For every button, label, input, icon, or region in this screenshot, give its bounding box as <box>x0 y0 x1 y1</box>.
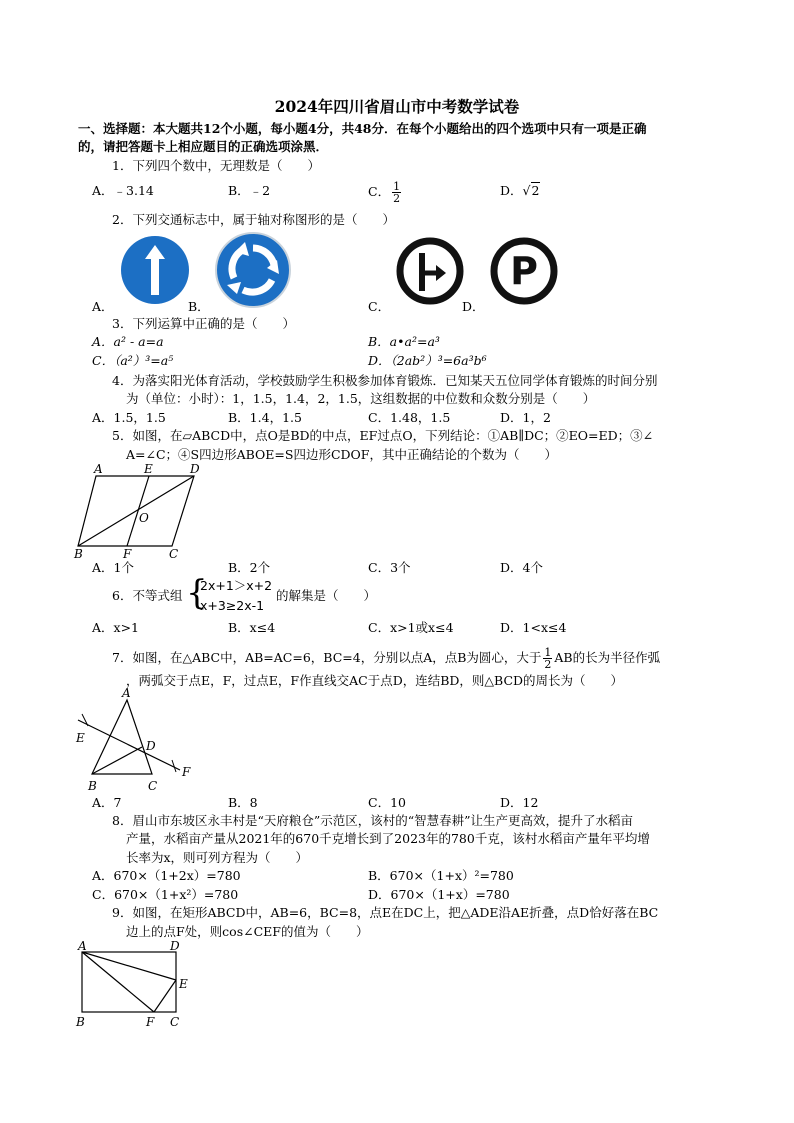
turn-right-sign-icon <box>396 237 464 305</box>
label-F: F <box>182 765 191 779</box>
parallelogram-figure <box>74 462 214 560</box>
parking-letter: P <box>510 249 538 293</box>
q5-option-c: C．3个 <box>368 560 411 575</box>
q2-stem: 2．下列交通标志中，属于轴对称图形的是（ ） <box>112 212 395 227</box>
q8-line1: 8．眉山市东坡区永丰村是“天府粮仓”示范区，该村的“智慧春耕”让生产更高效，提升了水稻亩 <box>112 813 634 828</box>
q5-option-b: B．2个 <box>228 560 271 575</box>
q7-option-d: D．12 <box>500 795 539 810</box>
label-A: A <box>94 462 103 476</box>
label-C: C <box>148 779 158 793</box>
label-B: B <box>74 547 83 561</box>
q7-option-c: C．10 <box>368 795 406 810</box>
label-B: B <box>88 779 97 793</box>
label-D: D <box>190 462 200 476</box>
label-O: O <box>139 511 149 525</box>
roundabout-sign-icon <box>215 232 291 308</box>
q5-option-d: D．4个 <box>500 560 543 575</box>
label-E: E <box>76 731 85 745</box>
q3-option-c: C．（a²）³=a⁵ <box>92 353 174 368</box>
q1-stem: 1．下列四个数中，无理数是（ ） <box>112 158 320 173</box>
q8-option-b: B．670×（1+x）²=780 <box>368 868 514 883</box>
q2-option-c: C． <box>368 299 391 314</box>
page-title: 2024年四川省眉山市中考数学试卷 <box>274 97 520 116</box>
q3-option-d: D．（2ab²）³=6a³b⁶ <box>368 353 487 368</box>
label-E: E <box>144 462 153 476</box>
q4-option-a: A．1.5，1.5 <box>92 410 166 425</box>
q6-option-b: B．x≤4 <box>228 620 276 635</box>
label-E: E <box>179 977 188 991</box>
q4-option-b: B．1.4，1.5 <box>228 410 302 425</box>
label-C: C <box>169 547 179 561</box>
label-D: D <box>146 739 156 753</box>
rectangle-fold-figure <box>74 940 194 1030</box>
q1-option-c: C． $\frac{1}{2}$ <box>368 180 401 205</box>
q5-line1: 5．如图，在▱ABCD中，点O是BD的中点，EF过点O，下列结论：①AB∥DC；②EO=ED；③∠ <box>112 428 654 443</box>
q7-line2: ，两弧交于点E，F，过点E，F作直线交AC于点D，连结BD，则△BCD的周长为（ ） <box>126 673 624 688</box>
label-B: B <box>76 1015 85 1029</box>
q2-option-a: A． <box>92 299 114 314</box>
q6-option-d: D．1<x≤4 <box>500 620 567 635</box>
q8-option-d: D．670×（1+x）=780 <box>368 887 510 902</box>
label-C: C <box>170 1015 180 1029</box>
q1-option-d: D．√2 <box>500 183 540 198</box>
label-D: D <box>170 939 180 953</box>
triangle-construction-figure <box>72 686 202 796</box>
label-A: A <box>78 939 87 953</box>
q7-option-a: A．7 <box>92 795 122 810</box>
q6-inequality-1: 2x+1＞x+2 <box>200 578 273 593</box>
q4-line1: 4．为落实阳光体育活动，学校鼓励学生积极参加体育锻炼．已知某天五位同学体育锻炼的时间分别 <box>112 373 658 388</box>
q2-option-d: D． <box>462 299 485 314</box>
q6-suffix: 的解集是（ ） <box>276 588 377 603</box>
sqrt-symbol: √2 <box>522 183 540 198</box>
q6-prefix: 6．不等式组 <box>112 588 183 603</box>
q6-option-c: C．x>1或x≤4 <box>368 620 454 635</box>
q9-line2: 边上的点F处，则cos∠CEF的值为（ ） <box>126 924 369 939</box>
q1-fraction: $\frac{1}{2}$ <box>393 180 401 205</box>
section-heading-line1: 一、选择题：本大题共12个小题，每小题4分，共48分．在每个小题给出的四个选项中只有一项是正确 <box>78 121 647 136</box>
q7-line1: 7．如图，在△ABC中，AB=AC=6，BC=4，分别以点A，点B为圆心，大于 $\frac{1}{2}$ AB的长为半径作弧 <box>112 646 661 671</box>
left-brace-icon: { <box>186 573 208 613</box>
section-heading-line2: 的，请把答题卡上相应题目的正确选项涂黑． <box>78 139 329 154</box>
label-A: A <box>122 686 131 700</box>
q8-option-c: C．670×（1+x²）=780 <box>92 887 239 902</box>
q6-option-a: A．x>1 <box>92 620 140 635</box>
q5-line2: A=∠C；④S四边形ABOE=S四边形CDOF，其中正确结论的个数为（ ） <box>126 447 557 462</box>
q4-option-d: D．1，2 <box>500 410 551 425</box>
label-F: F <box>146 1015 155 1029</box>
q4-option-c: C．1.48，1.5 <box>368 410 451 425</box>
q8-line3: 长率为x，则可列方程为（ ） <box>126 850 309 865</box>
q3-option-b: B．a•a²=a³ <box>368 334 440 349</box>
up-arrow-sign-icon <box>120 235 190 305</box>
q6-inequality-2: x+3≥2x-1 <box>200 598 265 613</box>
q8-option-a: A．670×（1+2x）=780 <box>92 868 241 883</box>
q8-line2: 产量，水稻亩产量从2021年的670千克增长到了2023年的780千克，该村水稻亩产量年平均增 <box>126 831 650 846</box>
q1-option-a: A．﹣3.14 <box>92 183 154 198</box>
q9-line1: 9．如图，在矩形ABCD中，AB=6，BC=8，点E在DC上，把△ADE沿AE折叠，点D恰好落在BC <box>112 905 659 920</box>
q4-line2: 为（单位：小时）：1，1.5，1.4，2，1.5，这组数据的中位数和众数分别是（ ） <box>126 391 596 406</box>
label-F: F <box>123 547 132 561</box>
parking-sign-icon <box>490 237 558 305</box>
q7-option-b: B．8 <box>228 795 258 810</box>
q1-option-b: B．﹣2 <box>228 183 271 198</box>
q7-fraction: $\frac{1}{2}$ <box>544 646 552 671</box>
q2-option-b: B． <box>188 299 210 314</box>
q5-option-a: A．1个 <box>92 560 134 575</box>
q3-stem: 3．下列运算中正确的是（ ） <box>112 316 295 331</box>
q3-option-a: A．a² - a=a <box>92 334 164 349</box>
